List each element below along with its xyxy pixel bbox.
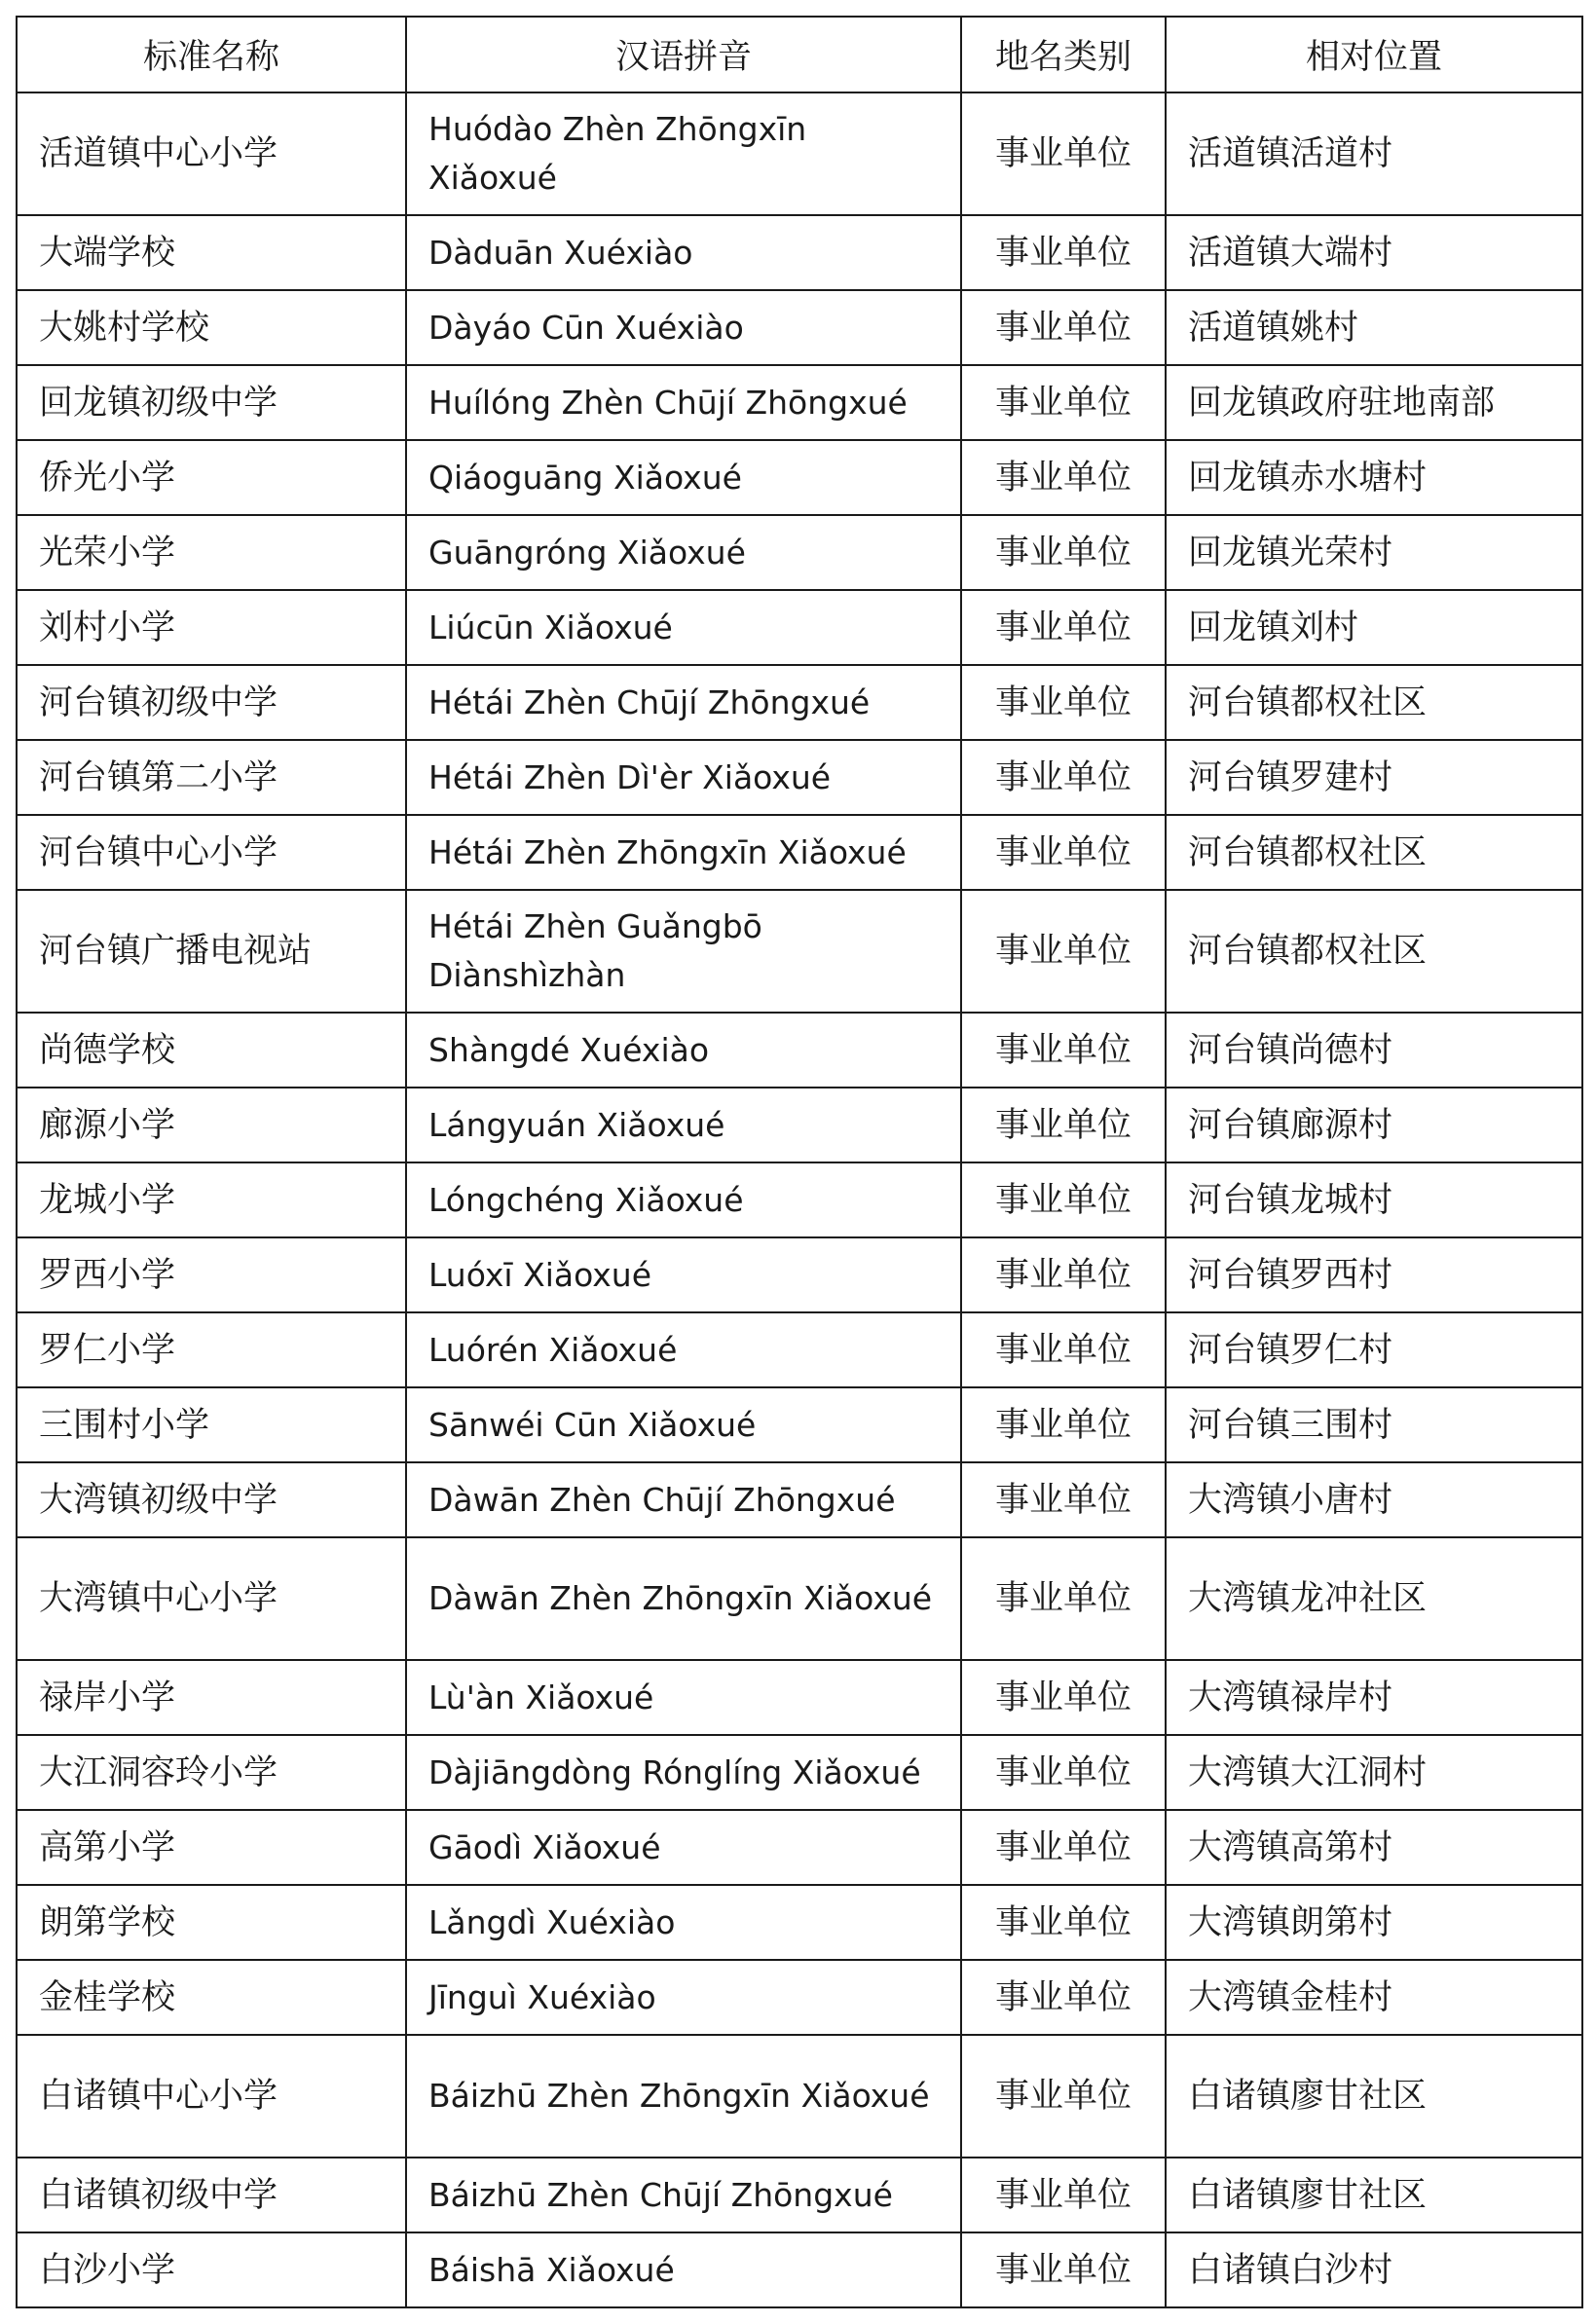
cell-location: 河台镇罗西村 bbox=[1166, 1237, 1582, 1312]
cell-location: 白诸镇廖甘社区 bbox=[1166, 2035, 1582, 2158]
table-row bbox=[17, 92, 1582, 215]
cell-standard-name: 三围村小学 bbox=[17, 1387, 406, 1462]
cell-category: 事业单位 bbox=[961, 1960, 1166, 2035]
cell-pinyin: Dàwān Zhèn Chūjí Zhōngxué bbox=[406, 1462, 961, 1537]
table-header bbox=[17, 17, 1582, 92]
cell-standard-name: 刘村小学 bbox=[17, 590, 406, 665]
table-row bbox=[17, 1960, 1582, 2035]
table-row bbox=[17, 1660, 1582, 1735]
cell-pinyin: Huílóng Zhèn Chūjí Zhōngxué bbox=[406, 365, 961, 440]
cell-pinyin: Gāodì Xiǎoxué bbox=[406, 1810, 961, 1885]
cell-category: 事业单位 bbox=[961, 2035, 1166, 2158]
cell-pinyin: Dàjiāngdòng Rónglíng Xiǎoxué bbox=[406, 1735, 961, 1810]
cell-category: 事业单位 bbox=[961, 1810, 1166, 1885]
cell-location: 回龙镇刘村 bbox=[1166, 590, 1582, 665]
cell-standard-name: 金桂学校 bbox=[17, 1960, 406, 2035]
table-row bbox=[17, 440, 1582, 515]
cell-location: 活道镇姚村 bbox=[1166, 290, 1582, 365]
table-row bbox=[17, 740, 1582, 815]
cell-category: 事业单位 bbox=[961, 2158, 1166, 2232]
cell-standard-name: 高第小学 bbox=[17, 1810, 406, 1885]
table-row bbox=[17, 1885, 1582, 1960]
cell-pinyin: Lǎngdì Xuéxiào bbox=[406, 1885, 961, 1960]
cell-location: 河台镇罗仁村 bbox=[1166, 1312, 1582, 1387]
cell-category: 事业单位 bbox=[961, 815, 1166, 890]
cell-location: 大湾镇小唐村 bbox=[1166, 1462, 1582, 1537]
cell-location: 回龙镇光荣村 bbox=[1166, 515, 1582, 590]
cell-category: 事业单位 bbox=[961, 1735, 1166, 1810]
cell-pinyin: Dàyáo Cūn Xuéxiào bbox=[406, 290, 961, 365]
cell-pinyin: Liúcūn Xiǎoxué bbox=[406, 590, 961, 665]
table-row bbox=[17, 515, 1582, 590]
cell-category: 事业单位 bbox=[961, 1387, 1166, 1462]
table-row bbox=[17, 1237, 1582, 1312]
cell-location: 大湾镇金桂村 bbox=[1166, 1960, 1582, 2035]
cell-standard-name: 大湾镇中心小学 bbox=[17, 1537, 406, 1660]
cell-standard-name: 朗第学校 bbox=[17, 1885, 406, 1960]
cell-category: 事业单位 bbox=[961, 1162, 1166, 1237]
cell-standard-name: 回龙镇初级中学 bbox=[17, 365, 406, 440]
table-row bbox=[17, 1013, 1582, 1088]
cell-pinyin: Báizhū Zhèn Zhōngxīn Xiǎoxué bbox=[406, 2035, 961, 2158]
table-row bbox=[17, 365, 1582, 440]
cell-pinyin: Dàduān Xuéxiào bbox=[406, 215, 961, 290]
cell-location: 大湾镇龙冲社区 bbox=[1166, 1537, 1582, 1660]
cell-category: 事业单位 bbox=[961, 740, 1166, 815]
cell-standard-name: 白诸镇初级中学 bbox=[17, 2158, 406, 2232]
cell-standard-name: 侨光小学 bbox=[17, 440, 406, 515]
cell-location: 河台镇都权社区 bbox=[1166, 815, 1582, 890]
cell-standard-name: 河台镇初级中学 bbox=[17, 665, 406, 740]
cell-location: 河台镇都权社区 bbox=[1166, 890, 1582, 1013]
cell-standard-name: 大江洞容玲小学 bbox=[17, 1735, 406, 1810]
cell-standard-name: 禄岸小学 bbox=[17, 1660, 406, 1735]
cell-category: 事业单位 bbox=[961, 1088, 1166, 1162]
cell-pinyin: Lù'àn Xiǎoxué bbox=[406, 1660, 961, 1735]
cell-category: 事业单位 bbox=[961, 215, 1166, 290]
cell-pinyin: Huódào Zhèn Zhōngxīn Xiǎoxué bbox=[406, 92, 961, 215]
cell-pinyin: Hétái Zhèn Dì'èr Xiǎoxué bbox=[406, 740, 961, 815]
table-row bbox=[17, 1537, 1582, 1660]
table-row bbox=[17, 665, 1582, 740]
cell-standard-name: 罗仁小学 bbox=[17, 1312, 406, 1387]
cell-category: 事业单位 bbox=[961, 1237, 1166, 1312]
cell-standard-name: 白沙小学 bbox=[17, 2232, 406, 2307]
cell-location: 河台镇尚德村 bbox=[1166, 1013, 1582, 1088]
header-standard-name: 标准名称 bbox=[17, 17, 406, 92]
cell-pinyin: Sānwéi Cūn Xiǎoxué bbox=[406, 1387, 961, 1462]
cell-category: 事业单位 bbox=[961, 1885, 1166, 1960]
cell-pinyin: Báizhū Zhèn Chūjí Zhōngxué bbox=[406, 2158, 961, 2232]
cell-standard-name: 尚德学校 bbox=[17, 1013, 406, 1088]
table-row bbox=[17, 890, 1582, 1013]
place-name-table bbox=[16, 16, 1583, 2308]
cell-category: 事业单位 bbox=[961, 665, 1166, 740]
cell-location: 白诸镇白沙村 bbox=[1166, 2232, 1582, 2307]
table-row bbox=[17, 1387, 1582, 1462]
table-body bbox=[17, 92, 1582, 2307]
cell-location: 大湾镇禄岸村 bbox=[1166, 1660, 1582, 1735]
cell-standard-name: 大湾镇初级中学 bbox=[17, 1462, 406, 1537]
cell-category: 事业单位 bbox=[961, 1013, 1166, 1088]
cell-location: 大湾镇朗第村 bbox=[1166, 1885, 1582, 1960]
cell-pinyin: Dàwān Zhèn Zhōngxīn Xiǎoxué bbox=[406, 1537, 961, 1660]
cell-standard-name: 罗西小学 bbox=[17, 1237, 406, 1312]
cell-location: 大湾镇高第村 bbox=[1166, 1810, 1582, 1885]
cell-pinyin: Báishā Xiǎoxué bbox=[406, 2232, 961, 2307]
cell-location: 河台镇罗建村 bbox=[1166, 740, 1582, 815]
cell-category: 事业单位 bbox=[961, 290, 1166, 365]
cell-pinyin: Guāngróng Xiǎoxué bbox=[406, 515, 961, 590]
cell-category: 事业单位 bbox=[961, 890, 1166, 1013]
table-row bbox=[17, 1162, 1582, 1237]
cell-location: 回龙镇赤水塘村 bbox=[1166, 440, 1582, 515]
cell-category: 事业单位 bbox=[961, 440, 1166, 515]
cell-category: 事业单位 bbox=[961, 1312, 1166, 1387]
cell-location: 河台镇廊源村 bbox=[1166, 1088, 1582, 1162]
cell-location: 白诸镇廖甘社区 bbox=[1166, 2158, 1582, 2232]
table-row bbox=[17, 1312, 1582, 1387]
table-row bbox=[17, 1462, 1582, 1537]
cell-category: 事业单位 bbox=[961, 2232, 1166, 2307]
cell-standard-name: 龙城小学 bbox=[17, 1162, 406, 1237]
cell-standard-name: 河台镇中心小学 bbox=[17, 815, 406, 890]
cell-category: 事业单位 bbox=[961, 515, 1166, 590]
cell-pinyin: Shàngdé Xuéxiào bbox=[406, 1013, 961, 1088]
document-page bbox=[16, 16, 1581, 2308]
table-row bbox=[17, 1088, 1582, 1162]
cell-category: 事业单位 bbox=[961, 1537, 1166, 1660]
cell-pinyin: Lángyuán Xiǎoxué bbox=[406, 1088, 961, 1162]
cell-category: 事业单位 bbox=[961, 590, 1166, 665]
table-row bbox=[17, 2035, 1582, 2158]
cell-pinyin: Qiáoguāng Xiǎoxué bbox=[406, 440, 961, 515]
header-pinyin: 汉语拼音 bbox=[406, 17, 961, 92]
cell-location: 大湾镇大江洞村 bbox=[1166, 1735, 1582, 1810]
cell-category: 事业单位 bbox=[961, 365, 1166, 440]
table-row bbox=[17, 815, 1582, 890]
cell-category: 事业单位 bbox=[961, 1462, 1166, 1537]
cell-pinyin: Hétái Zhèn Zhōngxīn Xiǎoxué bbox=[406, 815, 961, 890]
cell-category: 事业单位 bbox=[961, 1660, 1166, 1735]
table-row bbox=[17, 1735, 1582, 1810]
cell-category: 事业单位 bbox=[961, 92, 1166, 215]
cell-standard-name: 大端学校 bbox=[17, 215, 406, 290]
cell-location: 活道镇大端村 bbox=[1166, 215, 1582, 290]
cell-location: 活道镇活道村 bbox=[1166, 92, 1582, 215]
header-row bbox=[17, 17, 1582, 92]
table-row bbox=[17, 1810, 1582, 1885]
cell-standard-name: 大姚村学校 bbox=[17, 290, 406, 365]
cell-location: 河台镇都权社区 bbox=[1166, 665, 1582, 740]
table-row bbox=[17, 215, 1582, 290]
cell-pinyin: Lóngchéng Xiǎoxué bbox=[406, 1162, 961, 1237]
cell-location: 河台镇龙城村 bbox=[1166, 1162, 1582, 1237]
table-row bbox=[17, 290, 1582, 365]
cell-standard-name: 廊源小学 bbox=[17, 1088, 406, 1162]
cell-pinyin: Jīnguì Xuéxiào bbox=[406, 1960, 961, 2035]
cell-standard-name: 河台镇第二小学 bbox=[17, 740, 406, 815]
cell-pinyin: Hétái Zhèn Guǎngbō Diànshìzhàn bbox=[406, 890, 961, 1013]
cell-standard-name: 河台镇广播电视站 bbox=[17, 890, 406, 1013]
cell-location: 河台镇三围村 bbox=[1166, 1387, 1582, 1462]
cell-pinyin: Luóxī Xiǎoxué bbox=[406, 1237, 961, 1312]
cell-pinyin: Hétái Zhèn Chūjí Zhōngxué bbox=[406, 665, 961, 740]
cell-location: 回龙镇政府驻地南部 bbox=[1166, 365, 1582, 440]
header-category: 地名类别 bbox=[961, 17, 1166, 92]
cell-standard-name: 光荣小学 bbox=[17, 515, 406, 590]
cell-pinyin: Luórén Xiǎoxué bbox=[406, 1312, 961, 1387]
table-row bbox=[17, 2158, 1582, 2232]
table-row bbox=[17, 2232, 1582, 2307]
cell-standard-name: 白诸镇中心小学 bbox=[17, 2035, 406, 2158]
table-row bbox=[17, 590, 1582, 665]
cell-standard-name: 活道镇中心小学 bbox=[17, 92, 406, 215]
header-location: 相对位置 bbox=[1166, 17, 1582, 92]
